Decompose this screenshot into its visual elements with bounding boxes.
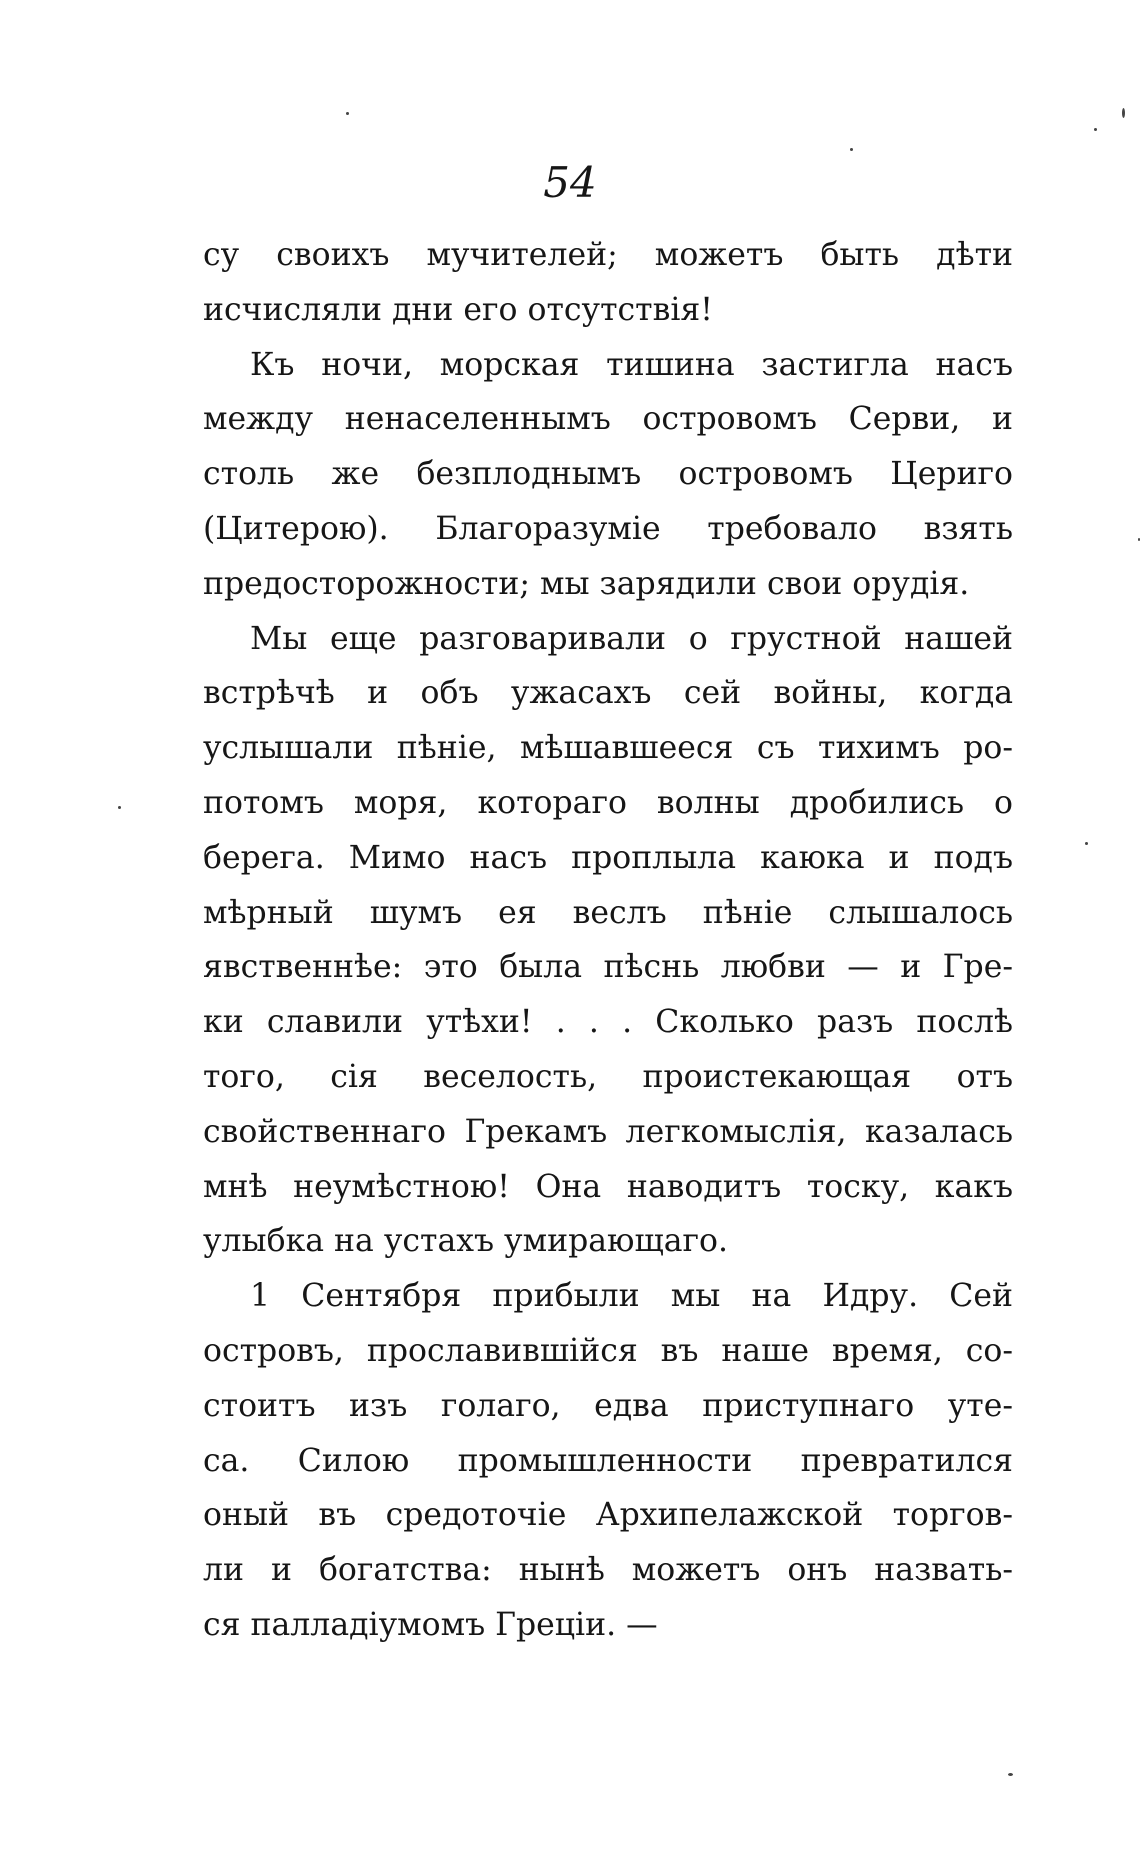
text-line: потомъ моря, котораго волны дробились о bbox=[203, 784, 1013, 821]
text-line: мѣрный шумъ ея веслъ пѣніе слышалось bbox=[203, 894, 1013, 931]
scan-speck bbox=[346, 112, 349, 115]
text-line: предосторожности; мы зарядили свои орудія. bbox=[203, 565, 970, 602]
text-line: встрѣчѣ и объ ужасахъ сей войны, когда bbox=[203, 675, 1013, 712]
scan-speck bbox=[850, 148, 853, 151]
text-line: оный въ средоточіе Архипелажской торгов- bbox=[203, 1497, 1013, 1534]
scan-speck bbox=[1122, 108, 1125, 118]
text-line: берега. Мимо насъ проплыла каюка и подъ bbox=[203, 839, 1013, 876]
scan-speck bbox=[1085, 842, 1088, 845]
text-line: островъ, прославившійся въ наше время, со- bbox=[203, 1332, 1013, 1369]
text-line: свойственнаго Грекамъ легкомыслія, казалась bbox=[203, 1113, 1013, 1150]
text-line: ки славили утѣхи! . . . Сколько разъ послѣ bbox=[203, 1004, 1013, 1041]
scan-speck bbox=[1094, 128, 1097, 131]
text-line: столь же безплоднымъ островомъ Цериго bbox=[203, 456, 1013, 493]
text-line: су своихъ мучителей; можетъ быть дѣти bbox=[203, 237, 1013, 273]
text-line: того, сія веселость, проистекающая отъ bbox=[203, 1058, 1013, 1095]
text-line: Къ ночи, морская тишина застигла насъ bbox=[250, 346, 1013, 383]
text-line: исчисляли дни его отсутствія! bbox=[203, 291, 713, 328]
body-text bbox=[203, 228, 1013, 1653]
page-number: 54 bbox=[543, 158, 597, 207]
scan-speck bbox=[118, 806, 121, 809]
text-line: Мы еще разговаривали о грустной нашей bbox=[250, 620, 1013, 657]
text-line: явственнѣе: это была пѣснь любви — и Гре- bbox=[203, 949, 1013, 986]
text-line: (Цитерою). Благоразуміе требовало взять bbox=[203, 510, 1013, 547]
text-line: ли и богатства: нынѣ можетъ онъ назвать- bbox=[203, 1552, 1013, 1589]
text-line: улыбка на устахъ умирающаго. bbox=[203, 1223, 728, 1260]
text-line: между ненаселеннымъ островомъ Серви, и bbox=[203, 401, 1013, 438]
text-line: услышали пѣніе, мѣшавшееся съ тихимъ ро- bbox=[203, 730, 1013, 767]
text-line: стоитъ изъ голаго, едва приступнаго утe- bbox=[203, 1387, 1013, 1424]
text-line: ся палладіумомъ Греціи. — bbox=[203, 1606, 658, 1643]
scan-speck bbox=[1008, 1773, 1013, 1776]
text-line: са. Силою промышленности превратился bbox=[203, 1442, 1013, 1479]
text-line: 1 Сентября прибыли мы на Идру. Сей bbox=[250, 1278, 1013, 1315]
text-line: мнѣ неумѣстною! Она наводитъ тоску, какъ bbox=[203, 1168, 1013, 1205]
